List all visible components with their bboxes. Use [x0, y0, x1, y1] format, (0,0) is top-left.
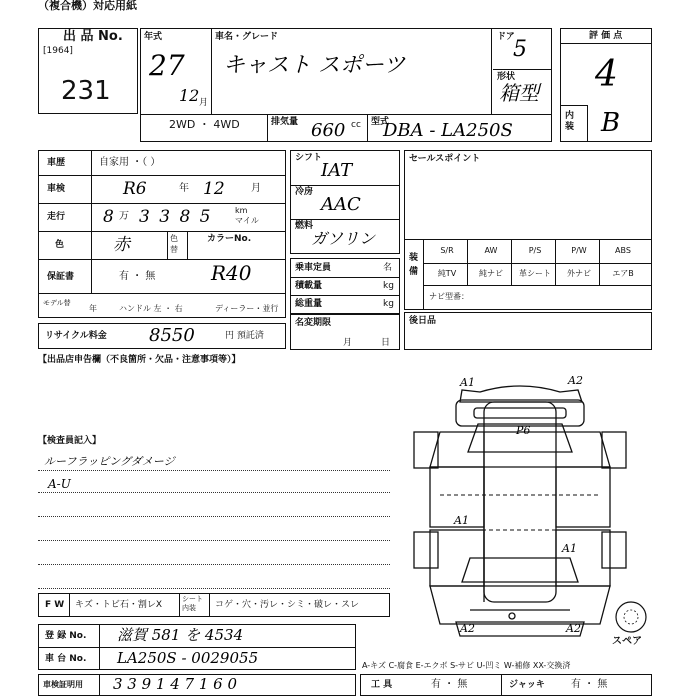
lot-title: 出 品 No. [63, 29, 123, 44]
color-no-value: R40 [211, 261, 252, 285]
interior-value: B [601, 108, 621, 138]
fuel-label: 燃料 [295, 221, 314, 231]
inspector-label: 【検査員記入】 [38, 436, 102, 446]
chassis-label: 車 台 No. [45, 654, 87, 664]
sales-box [404, 150, 652, 310]
mileage-10k: 8 [103, 207, 114, 227]
ac-value: AAC [321, 194, 361, 215]
interior-label: 内装 [565, 111, 575, 132]
recycle-value: 8550 [149, 325, 195, 346]
color-no-label: カラーNo. [207, 234, 252, 244]
jack-value: 有 ・ 無 [571, 679, 608, 690]
reg-value: 滋賀 581 を 4534 [117, 626, 244, 644]
doors-value: 5 [513, 37, 527, 62]
model-year-unit: 年 [89, 304, 97, 313]
lot-number: 231 [61, 76, 111, 106]
gross-label: 総重量 [295, 299, 323, 309]
color-label: 色 [55, 240, 65, 250]
fuel-value: ガソリン [311, 229, 376, 248]
shift-label: シフト [295, 153, 323, 163]
color-change-label: 色替 [170, 234, 178, 254]
grade-label: 評 価 点 [589, 31, 623, 41]
capacity-box [290, 258, 400, 314]
equipment-item: 純ナビ [479, 269, 503, 278]
warranty-label: 保証書 [47, 272, 75, 282]
mark-a1-right-door: A1 [562, 542, 577, 555]
grade-box [560, 28, 652, 142]
transfer-month: 月 [343, 338, 353, 348]
recycle-box [38, 323, 286, 349]
shift-value: IAT [321, 160, 353, 181]
detail-grid [38, 150, 286, 318]
equipment-item: P/W [571, 246, 587, 255]
displacement-value: 660 [311, 120, 346, 141]
legend-text: A-キズ C-腐食 E-エクボ S-サビ U-凹ミ W-補修 XX-交換済 [362, 661, 571, 670]
displacement-unit: cc [351, 120, 361, 130]
equipment-item: P/S [528, 246, 542, 255]
shape-value: 箱型 [499, 81, 539, 105]
history-label: 車歴 [47, 158, 66, 168]
defects-b: コゲ・穴・汚レ・シミ・破レ・スレ [215, 600, 360, 610]
recycle-label: リサイクル料金 [45, 331, 107, 341]
equipment-item: S/R [440, 246, 454, 255]
jack-label: ジャッキ [509, 680, 545, 690]
reg-label: 登 録 No. [45, 631, 87, 641]
inspection-era: R6 [123, 179, 147, 199]
recycle-unit: 円 預託済 [225, 331, 264, 341]
inspection-year-unit: 年 [179, 183, 189, 194]
later-label: 後日品 [409, 316, 437, 326]
defects-fw: F W [45, 600, 65, 610]
dealer-text: ディーラー・並行 [215, 304, 279, 313]
mark-p6-roof: P6 [516, 424, 531, 437]
gross-unit: kg [383, 299, 394, 309]
equipment-item: 純TV [437, 269, 457, 278]
cert-value: 3 3 9 1 4 7 1 6 0 [113, 675, 238, 693]
inspection-month-unit: 月 [251, 183, 261, 194]
transfer-day: 日 [381, 338, 391, 348]
month-unit: 月 [199, 98, 209, 108]
inspection-label: 車検 [47, 184, 66, 194]
model-change-label: モデル替 [43, 299, 71, 307]
mark-a1-front-left: A1 [460, 376, 475, 389]
chassis-value: LA250S - 0029055 [117, 649, 259, 667]
capacity-unit: 名 [383, 263, 393, 273]
cert-box [38, 674, 356, 696]
spare-label: スペア [612, 636, 642, 647]
equipment-item: ABS [615, 246, 631, 255]
defects-seat: シート 内装 [182, 595, 203, 612]
equipment-item: 外ナビ [567, 269, 591, 278]
mileage-unit-km: km [235, 206, 248, 215]
navi-label: ナビ型番： [429, 292, 469, 301]
shape-label: 形状 [497, 72, 516, 82]
equipment-item: 革シート [519, 269, 551, 278]
model-value: キャスト スポーツ [223, 53, 406, 78]
form-note: （複合機）対応用紙 [38, 0, 137, 12]
mark-a2-rear-left: A2 [460, 622, 475, 635]
capacity-label: 乗車定員 [295, 263, 332, 273]
defects-row [38, 593, 390, 617]
tools-label: 工 具 [371, 680, 393, 690]
mileage-label: 走行 [47, 212, 66, 222]
vehicle-info-box [140, 28, 552, 142]
color-value: 赤 [113, 235, 130, 255]
handle-text: ハンドル 左 ・ 右 [119, 304, 183, 313]
mileage-rest: 3 3 8 5 [139, 207, 213, 227]
cert-label: 車検証明用 [43, 680, 83, 689]
mark-a1-left-door: A1 [454, 514, 469, 527]
month-value: 12 [179, 86, 200, 105]
tools-box [360, 674, 652, 696]
tools-value: 有 ・ 無 [431, 679, 468, 690]
year-label: 年式 [144, 32, 163, 42]
load-label: 積載量 [295, 281, 323, 291]
equipment-item: エアB [612, 269, 634, 278]
ac-label: 冷房 [295, 187, 314, 197]
lot-small: [1964] [43, 46, 73, 56]
mark-a2-front-right: A2 [568, 374, 583, 387]
equipment-item: AW [484, 246, 498, 255]
sales-point-label: セールスポイント [409, 154, 481, 164]
spec-box [290, 150, 400, 254]
lot-box [38, 28, 138, 114]
registration-box [38, 624, 356, 670]
drive-text: 2WD ・ 4WD [169, 118, 240, 131]
transfer-box [290, 314, 400, 350]
history-text: 自家用 ・（ ） [99, 157, 161, 168]
inspector-line1: ルーフラッピングダメージ [44, 455, 175, 468]
later-box [404, 312, 652, 350]
transfer-label: 名変期限 [295, 318, 332, 328]
spare-tire-icon [614, 600, 648, 634]
type-label: 型式 [371, 117, 390, 127]
defects-a: キズ・トビ石・割レX [75, 600, 162, 610]
warranty-text: 有 ・ 無 [119, 271, 156, 282]
mark-a2-rear-right: A2 [566, 622, 581, 635]
year-value: 27 [149, 49, 185, 82]
mileage-unit-mile: マイル [235, 216, 259, 225]
type-value: DBA - LA250S [383, 120, 513, 141]
grade-score: 4 [595, 54, 618, 95]
inspector-line2: A-U [48, 477, 71, 491]
car-diagram [400, 372, 640, 647]
model-label: 車名・グレード [215, 32, 279, 42]
mileage-10k-unit: 万 [119, 211, 129, 222]
seller-notes-label: 【出品店申告欄（不良箇所・欠品・注意事項等）】 [38, 355, 241, 365]
equipment-label: 装備 [409, 253, 419, 277]
displacement-label: 排気量 [271, 117, 299, 127]
load-unit: kg [383, 281, 394, 291]
inspection-month: 12 [203, 179, 225, 199]
doors-label: ドア [497, 32, 515, 42]
